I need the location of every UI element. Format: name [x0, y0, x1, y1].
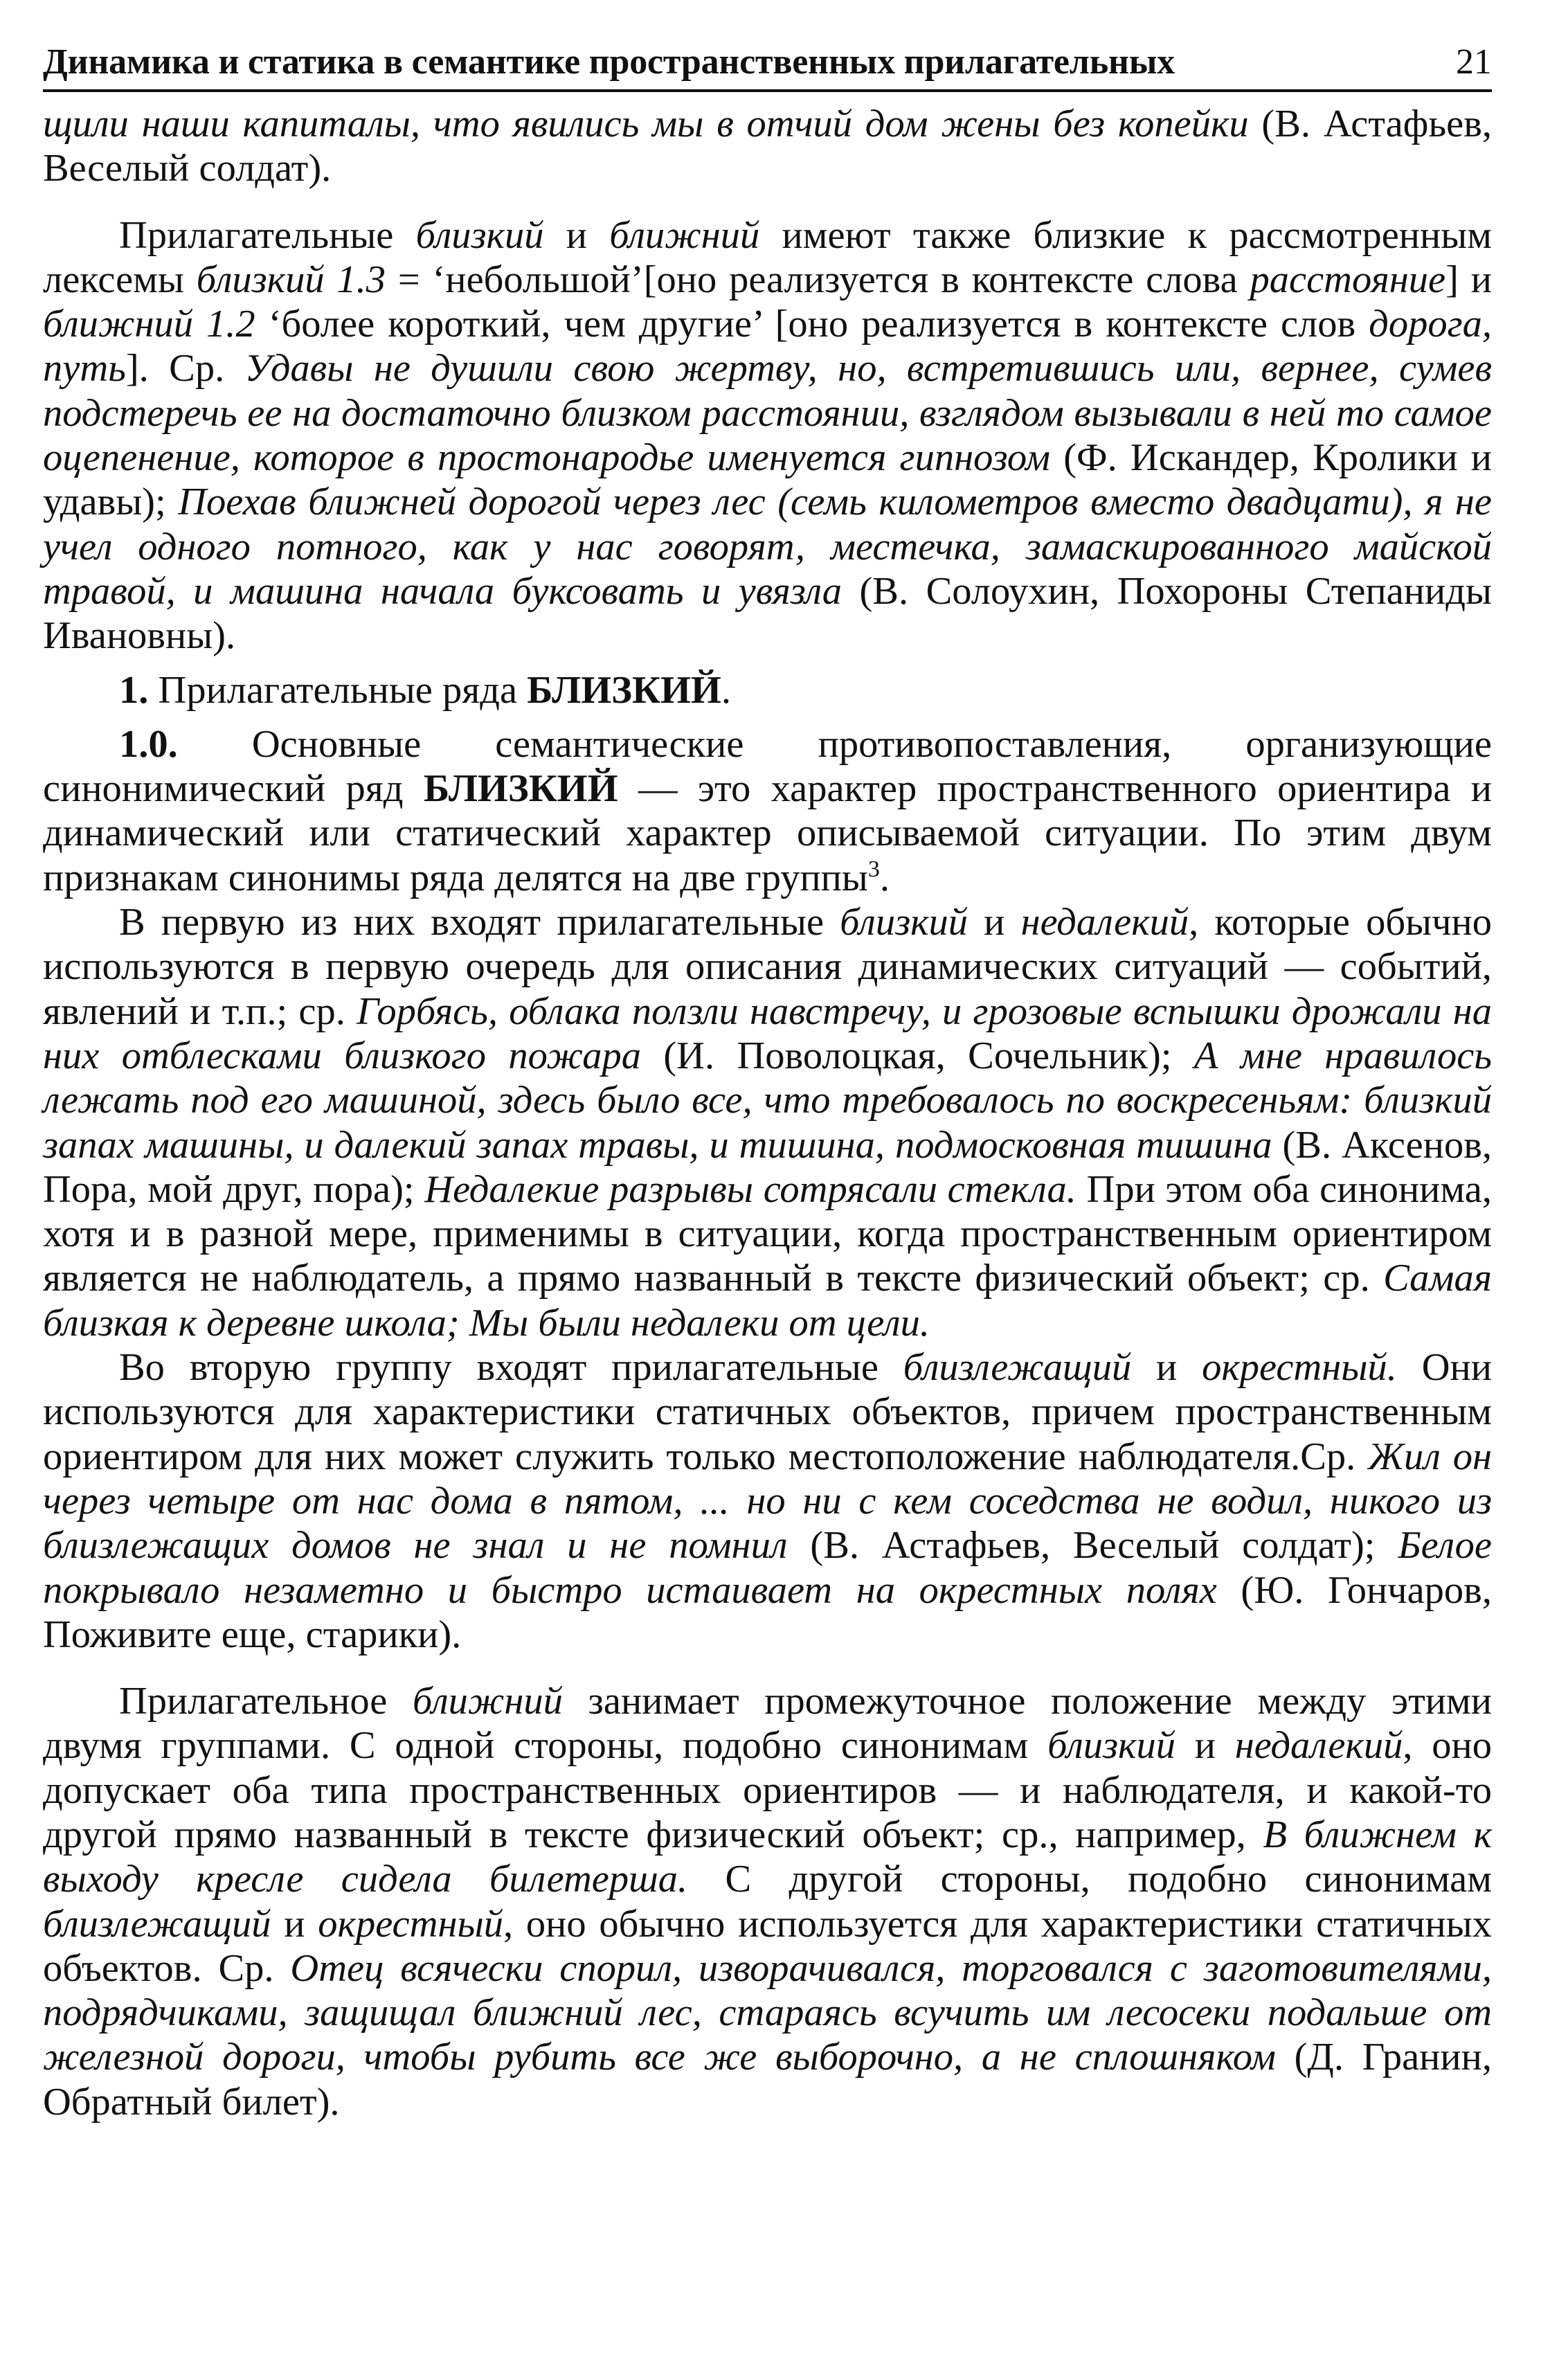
- term: близлежащий: [43, 1902, 271, 1946]
- term: близкий 1.3: [196, 258, 386, 301]
- term: окрестный: [318, 1902, 503, 1946]
- text-run: и: [543, 213, 610, 257]
- text-run: и: [1131, 1346, 1202, 1390]
- running-header: [43, 42, 1492, 92]
- text-run: (В. Астафьев, Веселый солдат).: [43, 102, 1493, 190]
- page-body: [43, 102, 1492, 2124]
- term: близкий: [840, 901, 968, 944]
- text-run: ] и: [1445, 258, 1492, 301]
- example-quote: щили наши капиталы, что явились мы в отчий дом жены без копейки: [43, 102, 1249, 145]
- text-run: Прилагательные: [119, 213, 416, 257]
- text-run: — это характер пространственного ориентира и динамический или статический характер описываемой ситуации. По этим двум признакам синонимы ряда делятся на две группы: [43, 767, 1492, 899]
- example-quote: Самая близкая к деревне школа; Мы были недалеки от цели.: [43, 1257, 1492, 1345]
- term: близлежащий: [903, 1346, 1132, 1390]
- example-quote: Недалекие разрывы сотрясали стекла.: [424, 1167, 1076, 1211]
- section-1-0: [43, 722, 1492, 900]
- paragraph-group-2: [43, 1345, 1492, 1657]
- series-name: БЛИЗКИЙ: [423, 767, 618, 811]
- text-run: .: [721, 668, 731, 712]
- paragraph-blizhnij-intermediate: [43, 1679, 1492, 2124]
- text-run: , которые обычно используются в первую очередь для описания динамических ситуаций — событий, явлений и т.п.; ср.: [43, 901, 1492, 1033]
- section-number: 1.0.: [119, 722, 178, 766]
- text-run: = ‘небольшой’[оно реализуется в контексте слова: [386, 258, 1250, 301]
- term: недалекий: [1234, 1724, 1403, 1768]
- text-run: (И. Поволоцкая, Сочельник);: [640, 1034, 1194, 1077]
- text-run: (Ю. Гончаров, Поживите еще, старики).: [43, 1568, 1492, 1656]
- running-title: Динамика и статика в семантике пространственных прилагательных: [43, 42, 1175, 82]
- term: ближний 1.2: [43, 303, 255, 346]
- text-run: (В. Астафьев, Веселый солдат);: [787, 1524, 1398, 1568]
- paragraph-group-1: [43, 900, 1492, 1345]
- term: дорога, путь: [43, 303, 1492, 390]
- term: близкий: [1047, 1724, 1175, 1768]
- series-name: БЛИЗКИЙ: [527, 668, 721, 712]
- example-quote: Горбясь, облака ползли навстречу, и грозовые вспышки дрожали на них отблесками близкого пожара: [43, 989, 1493, 1077]
- text-run: .: [879, 856, 890, 899]
- text-run: и: [968, 901, 1021, 944]
- text-run: ‘более короткий, чем другие’ [оно реализуется в контексте слов: [255, 303, 1369, 346]
- paragraph-blizhnij: [43, 213, 1492, 658]
- text-run: имеют также близкие к рассмотренным лексемы: [43, 213, 1492, 301]
- text-run: ]. Ср.: [125, 347, 245, 390]
- paragraph-continuation: [43, 102, 1492, 191]
- section-heading-1: [43, 668, 1492, 712]
- section-number: 1.: [119, 668, 149, 712]
- term: ближний: [609, 213, 760, 257]
- term: окрестный.: [1202, 1346, 1397, 1390]
- example-quote: Жил он через четыре от нас дома в пятом, ... но ни с кем соседства не водил, никого из близлежащих домов не знал и не помнил: [43, 1435, 1492, 1568]
- example-quote: А мне нравилось лежать под его машиной, здесь было все, что требовалось по воскресеньям: близкий запах машины, и далекий запах травы, и тишина, подмосковная тишина: [43, 1034, 1492, 1167]
- text-run: , оно допускает оба типа пространственных ориентиров — и наблюдателя, и какой-то другой прямо названный в тексте физический объект; ср., например,: [43, 1724, 1492, 1856]
- text-run: Во вторую группу входят прилагательные: [119, 1346, 903, 1390]
- example-quote: Удавы не душили свою жертву, но, встретившись или, вернее, сумев подстеречь ее на достаточно близком расстоянии, взглядом вызывали в ней то самое оцепенение, которое в простонародье именуется гипнозом: [43, 347, 1492, 480]
- text-run: занимает промежуточное положение между этими двумя группами. С одной стороны, подобно синонимам: [43, 1680, 1492, 1768]
- text-run: Основные семантические противопоставления, организующие синонимический ряд: [43, 722, 1492, 811]
- page-number: 21: [1456, 42, 1492, 82]
- text-run: С другой стороны, подобно синонимам: [687, 1858, 1492, 1901]
- term: ближний: [412, 1680, 563, 1723]
- text-run: При этом оба синонима, хотя и в разной мере, применимы в ситуации, когда пространственным ориентиром является не наблюдатель, а прямо названный в тексте физический объект; ср.: [43, 1167, 1492, 1300]
- text-run: (Ф. Искандер, Кролики и удавы);: [43, 436, 1492, 524]
- text-run: (В. Солоухин, Похороны Степаниды Ивановны).: [43, 569, 1492, 658]
- example-quote: Поехав ближней дорогой через лес (семь километров вместо двадцати), я не учел одного потного, как у нас говорят, местечка, замаскированного майской травой, и машина начала буксовать и увязла: [43, 481, 1492, 613]
- term: недалекий: [1020, 901, 1189, 944]
- example-quote: В ближнем к выходу кресле сидела билетерша.: [43, 1813, 1493, 1901]
- text-run: (Д. Гранин, Обратный билет).: [43, 2036, 1493, 2124]
- term: расстояние: [1250, 258, 1446, 301]
- term: близкий: [415, 213, 544, 257]
- footnote-ref[interactable]: 3: [867, 856, 880, 882]
- text-run: и: [271, 1902, 318, 1946]
- text-run: Прилагательные ряда: [148, 668, 528, 712]
- example-quote: Белое покрывало незаметно и быстро истаивает на окрестных полях: [43, 1524, 1492, 1612]
- text-run: В первую из них входят прилагательные: [119, 901, 840, 944]
- text-run: Прилагательное: [119, 1680, 413, 1723]
- text-run: Они используются для характеристики статичных объектов, причем пространственным ориентиром для них может служить только местоположение наблюдателя.Ср.: [43, 1346, 1492, 1478]
- text-run: и: [1175, 1724, 1235, 1768]
- text-run: , оно обычно используется для характеристики статичных объектов. Ср.: [43, 1902, 1492, 1990]
- example-quote: Отец всячески спорил, изворачивался, торговался с заготовителями, подрядчиками, защищал ближний лес, стараясь всучить им лесосеки подальше от железной дороги, чтобы рубить все же выборочно, а не сплошняком: [43, 1946, 1492, 2079]
- text-run: (В. Аксенов, Пора, мой друг, пора);: [43, 1123, 1493, 1211]
